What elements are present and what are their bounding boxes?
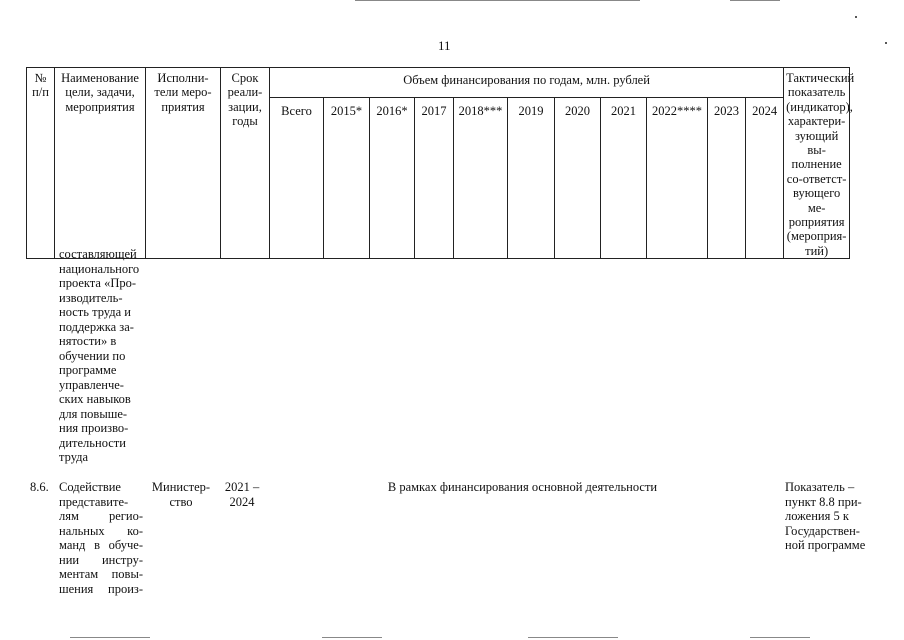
text-line: изводитель- — [59, 290, 123, 305]
header-year: Всего — [270, 98, 324, 259]
header-year: 2018*** — [454, 98, 508, 259]
header-year: 2019 — [508, 98, 555, 259]
header-year: 2024 — [746, 98, 784, 259]
text-line: Государствен- — [785, 523, 860, 538]
header-year: 2021 — [601, 98, 647, 259]
header-year: 2020 — [555, 98, 601, 259]
header-executors: Исполни-тели меро-приятия — [146, 68, 221, 259]
row-executor — [145, 480, 217, 509]
text-line: нии инстру- — [59, 552, 143, 567]
text-line: национального — [59, 261, 140, 276]
text-line: манд в обуче- — [59, 538, 143, 552]
text-line: Содействие — [59, 480, 121, 494]
scan-artifact-line — [750, 637, 810, 638]
continuation-text — [59, 247, 149, 465]
header-indicator: Тактический показатель (индикатор), характери-зующий вы-полнение со-ответст-вующего ме-роприятия (мероприя-тий) — [784, 68, 850, 259]
scan-artifact-dot — [855, 16, 857, 18]
header-financing: Объем финансирования по годам, млн. рублей — [270, 68, 784, 98]
scan-artifact-line — [528, 637, 618, 638]
text-line: управленче- — [59, 377, 124, 392]
text-line: Показатель – — [785, 480, 855, 494]
page-number: 11 — [438, 38, 451, 53]
scan-artifact-line — [322, 637, 382, 638]
text-line: ских навыков — [59, 392, 131, 406]
text-line: ния произво- — [59, 421, 129, 435]
text-line: для повыше- — [59, 406, 128, 421]
text-line: 2024 — [229, 494, 255, 509]
header-term: Срок реали-зации, годы — [221, 68, 270, 259]
header-num: № п/п — [27, 68, 55, 259]
text-line: обучении по — [59, 348, 126, 363]
header-year: 2015* — [324, 98, 370, 259]
text-line: ство — [169, 494, 193, 509]
text-line: 2021 – — [224, 480, 260, 494]
header-year: 2022**** — [647, 98, 708, 259]
text-line: шения произ- — [59, 581, 143, 596]
row-financing: В рамках финансирования основной деятельности — [387, 480, 658, 494]
header-year: 2023 — [708, 98, 746, 259]
text-line: нятости» в — [59, 334, 117, 348]
text-line: пункт 8.8 при- — [785, 494, 862, 509]
header-table — [26, 67, 855, 259]
text-line: проекта «Про- — [59, 276, 137, 290]
text-line: дительности — [59, 435, 126, 450]
text-line: лям регио- — [59, 509, 143, 523]
text-line: программе — [59, 363, 117, 377]
text-line: поддержка за- — [59, 319, 134, 334]
text-line: ной программе — [785, 538, 866, 552]
text-line: ложения 5 к — [785, 509, 849, 523]
header-name: Наименование цели, задачи, мероприятия — [55, 68, 146, 259]
row-name — [59, 480, 143, 596]
header-year: 2016* — [370, 98, 415, 259]
row-indicator — [785, 480, 885, 553]
scan-artifact-line — [355, 0, 640, 1]
scan-artifact-dot — [885, 42, 887, 44]
text-line: Министер- — [151, 480, 211, 494]
scan-artifact-line — [730, 0, 780, 1]
text-line: составляющей — [59, 247, 137, 261]
row-number: 8.6. — [30, 480, 49, 494]
text-line: ность труда и — [59, 305, 131, 319]
row-term — [219, 480, 265, 509]
text-line: нальных ко- — [59, 523, 143, 538]
text-line: ментам повы- — [59, 567, 143, 581]
header-year: 2017 — [415, 98, 454, 259]
scan-artifact-line — [70, 637, 150, 638]
text-line: труда — [59, 450, 89, 464]
text-line: представите- — [59, 494, 129, 509]
